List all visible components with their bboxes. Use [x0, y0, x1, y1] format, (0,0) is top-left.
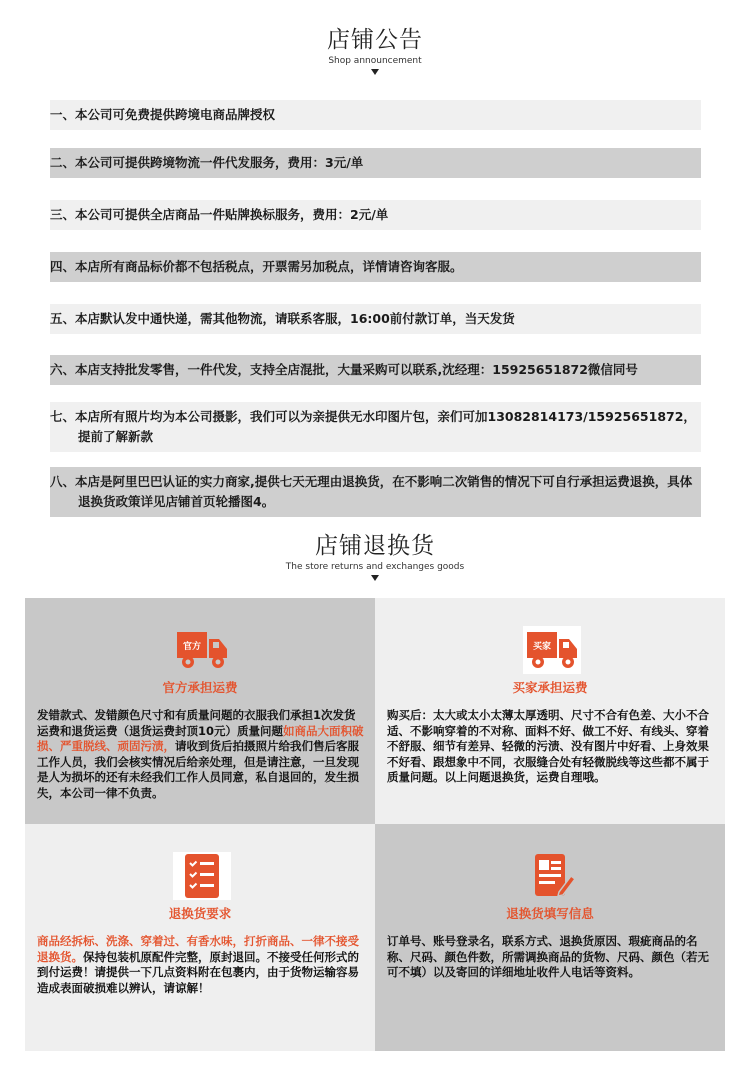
notice-item-2: 二、本公司可提供跨境物流一件代发服务，费用：3元/单 — [50, 148, 701, 178]
notice-item-3: 三、本公司可提供全店商品一件贴牌换标服务，费用：2元/单 — [50, 200, 701, 230]
announcement-subtitle: Shop announcement — [328, 56, 422, 66]
buyer-shipping-text: 购买后：太大或太小太薄太厚透明、尺寸不合有色差、大小不合适、不影响穿着的不对称、面料不好、做工不好、有线头、穿着不舒服、细节有差异、轻微的污渍、没有图片中好看、上身效果不好看、跟想象中不同，衣服缝合处有轻微脱线等这些都不属于质量问题。以上问题退换货，运费自理哦。 — [387, 708, 709, 784]
return-requirements-title: 退换货要求 — [168, 906, 232, 921]
down-arrow-icon — [371, 575, 379, 581]
returns-subtitle: The store returns and exchanges goods — [285, 562, 465, 572]
returns-grid — [25, 598, 725, 1051]
form-edit-icon — [523, 852, 581, 900]
svg-text:买家: 买家 — [532, 642, 552, 652]
returns-header — [0, 532, 750, 581]
return-info-card — [375, 824, 725, 1051]
notice-item-8: 八、本店是阿里巴巴认证的实力商家,提供七天无理由退换货，在不影响二次销售的情况下可自行承担运费退换，具体退换货政策详见店铺首页轮播图4。 — [50, 467, 701, 517]
official-shipping-title: 官方承担运费 — [162, 680, 238, 695]
return-info-text: 订单号、账号登录名，联系方式、退换货原因、瑕疵商品的名称、尺码、颜色件数，所需调换商品的货物、尺码、颜色（若无可不填）以及寄回的详细地址收件人电话等资料。 — [387, 934, 709, 979]
svg-text:官方: 官方 — [182, 642, 202, 652]
official-shipping-text: 发错款式、发错颜色尺寸和有质量问题的衣服我们承担1次发货运费和退货运费（退货运费封顶10元）质量问题如商品大面积破损、严重脱线、顽固污渍，请收到货后拍摄照片给我们售后客服工作人员，我们会核实情况后给亲处理，但是请注意，一旦发现是人为损坏的还有未经我们工作人员同意，私自退回的，发生损失，本公司一律不负责。 — [37, 708, 364, 800]
returns-title: 店铺退换货 — [315, 533, 435, 559]
announcement-title: 店铺公告 — [327, 27, 423, 53]
return-requirements-card — [25, 824, 375, 1051]
checklist-icon — [173, 852, 231, 900]
notice-item-4: 四、本店所有商品标价都不包括税点，开票需另加税点，详情请咨询客服。 — [50, 252, 701, 282]
truck-icon — [173, 626, 231, 674]
buyer-shipping-card — [375, 598, 725, 824]
notice-item-5: 五、本店默认发中通快递，需其他物流，请联系客服，16:00前付款订单，当天发货 — [50, 304, 701, 334]
return-requirements-text: 商品经拆标、洗涤、穿着过、有香水味，打折商品、一律不接受退换货。保持包装机原配件完整，原封退回。不接受任何形式的到付运费！请提供一下几点资料附在包裹内，由于货物运输容易造成表面破损难以辨认，请谅解！ — [37, 934, 359, 995]
announcement-header — [0, 26, 750, 75]
official-shipping-card — [25, 598, 375, 824]
notice-item-7: 七、本店所有照片均为本公司摄影，我们可以为亲提供无水印图片包，亲们可加13082814173/15925651872，提前了解新款 — [50, 402, 701, 452]
return-info-title: 退换货填写信息 — [506, 906, 594, 921]
down-arrow-icon — [371, 69, 379, 75]
notice-item-6: 六、本店支持批发零售，一件代发，支持全店混批，大量采购可以联系,沈经理：15925651872微信同号 — [50, 355, 701, 385]
truck-icon — [523, 626, 581, 674]
buyer-shipping-title: 买家承担运费 — [512, 680, 588, 695]
notice-item-1: 一、本公司可免费提供跨境电商品牌授权 — [50, 100, 701, 130]
